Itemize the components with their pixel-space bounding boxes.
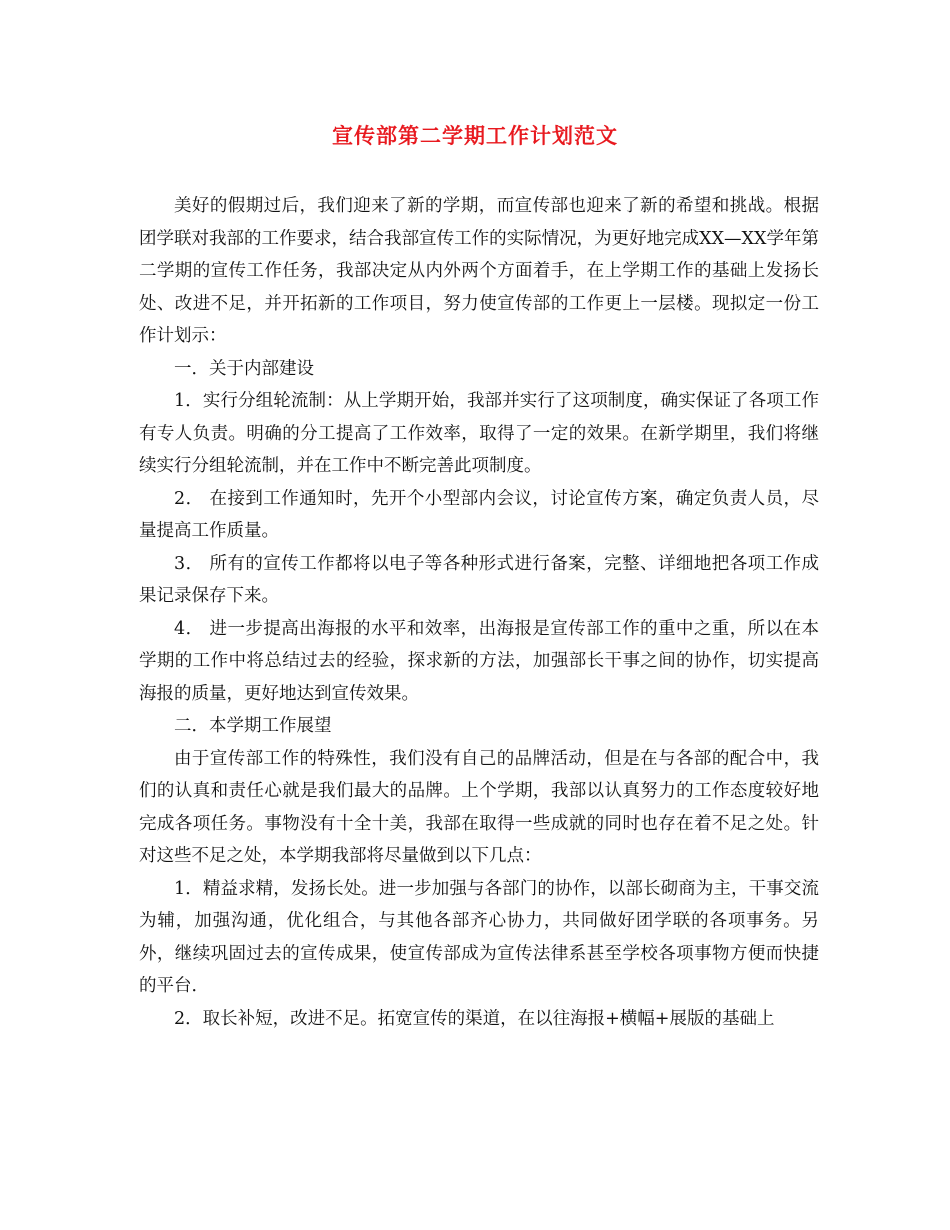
paragraph-outlook: 由于宣传部工作的特殊性，我们没有自己的品牌活动，但是在与各部的配合中，我们的认真和责任心就是我们最大的品牌。上个学期，我部以认真努力的工作态度较好地完成各项任务。事物没有十全十美，我部在取得一些成就的同时也存在着不足之处。针对这些不足之处，本学期我部将尽量做到以下几点：: [139, 748, 819, 866]
paragraph-outlook-item-2: 2．取长补短，改进不足。拓宽宣传的渠道，在以往海报+横幅+展版的基础上: [174, 1008, 775, 1029]
paragraph-item-2: 2． 在接到工作通知时，先开个小型部内会议，讨论宣传方案，确定负责人员，尽量提高工作质量。: [139, 488, 819, 541]
paragraph-item-1: 1．实行分组轮流制：从上学期开始，我部并实行了这项制度，确实保证了各项工作有专人负责。明确的分工提高了工作效率，取得了一定的效果。在新学期里，我们将继续实行分组轮流制，并在工作中不断完善此项制度。: [139, 391, 819, 476]
paragraph-intro: 美好的假期过后，我们迎来了新的学期，而宣传部也迎来了新的希望和挑战。根据团学联对我部的工作要求，结合我部宣传工作的实际情况，为更好地完成XX—XX学年第二学期的宣传工作任务，我部决定从内外两个方面着手，在上学期工作的基础上发扬长处、改进不足，并开拓新的工作项目，努力使宣传部的工作更上一层楼。现拟定一份工作计划示：: [139, 196, 819, 346]
paragraph-outlook-item-1: 1．精益求精，发扬长处。进一步加强与各部门的协作，以部长砌商为主，干事交流为辅，加强沟通，优化组合，与其他各部齐心协力，共同做好团学联的各项事务。另外，继续巩固过去的宣传成果，使宣传部成为宣传法律系甚至学校各项事物方便而快捷的平台．: [139, 878, 819, 996]
section-heading-outlook: 二．本学期工作展望: [174, 716, 332, 736]
document-title: 宣传部第二学期工作计划范文: [332, 123, 618, 148]
document-body: [139, 190, 819, 1035]
paragraph-item-4: 4． 进一步提高出海报的水平和效率，出海报是宣传部工作的重中之重，所以在本学期的工作中将总结过去的经验，探求新的方法，加强部长干事之间的协作，切实提高海报的质量，更好地达到宣传效果。: [139, 618, 819, 704]
section-heading-internal: 一．关于内部建设: [174, 358, 314, 379]
paragraph-item-3: 3． 所有的宣传工作都将以电子等各种形式进行备案，完整、详细地把各项工作成果记录保存下来。: [139, 553, 819, 606]
